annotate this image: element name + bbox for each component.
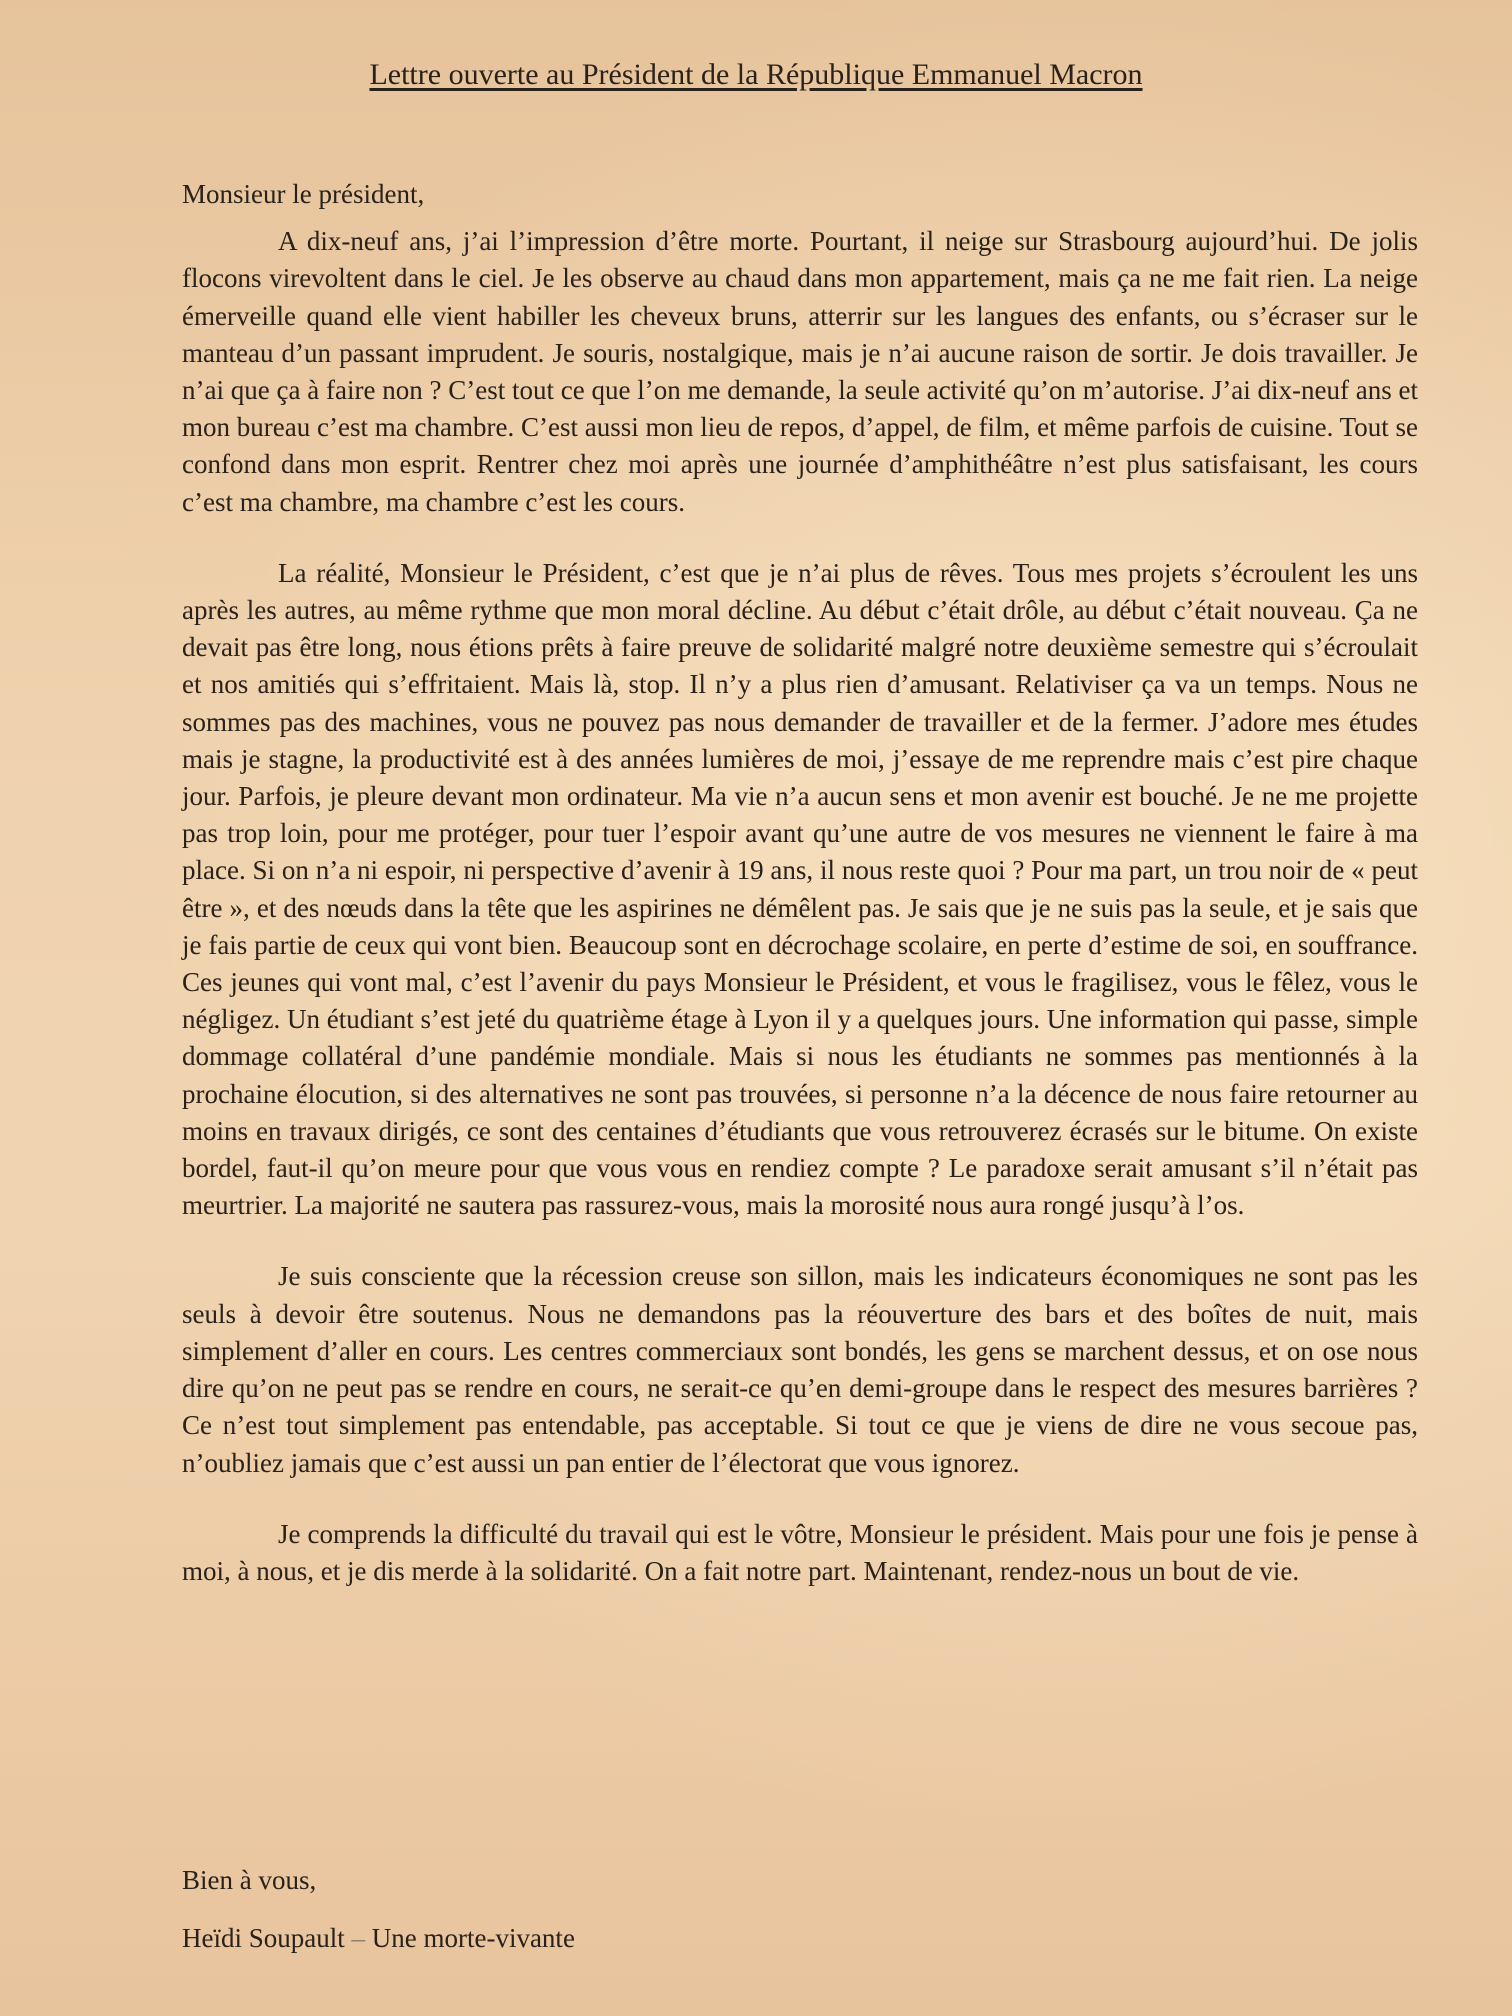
signature-dash: – xyxy=(351,1923,365,1953)
paragraph-4: Je comprends la difficulté du travail qui est le vôtre, Monsieur le président. Mais pour une fois je pense à moi, à nous, et je dis merde à la solidarité. On a fait notre part. Maintenant, rendez-nous un bout de vie. xyxy=(182,1518,1418,1586)
letter-body xyxy=(182,176,1418,1624)
paragraph-3: Je suis consciente que la récession creuse son sillon, mais les indicateurs économiques ne sont pas les seuls à devoir être soutenus. Nous ne demandons pas la réouverture des bars et des boîtes de nuit, mais simplement d’aller en cours. Les centres commerciaux sont bondés, les gens se marchent dessus, et on ose nous dire qu’on ne peut pas se rendre en cours, ne serait-ce qu’en demi-groupe dans le respect des mesures barrières ? Ce n’est tout simplement pas entendable, pas acceptable. Si tout ce que je viens de dire ne vous secoue pas, n’oubliez jamais que c’est aussi un pan entier de l’électorat que vous ignorez. xyxy=(182,1261,1418,1478)
signature-name: Heïdi Soupault xyxy=(182,1923,345,1953)
salutation: Monsieur le président, xyxy=(182,179,425,209)
signature-tagline: Une morte-vivante xyxy=(371,1923,575,1953)
signature xyxy=(182,1920,575,1957)
letter-title: Lettre ouverte au Président de la République Emmanuel Macron xyxy=(369,58,1143,91)
paragraph-1: A dix-neuf ans, j’ai l’impression d’être morte. Pourtant, il neige sur Strasbourg aujourd’hui. De jolis flocons virevoltent dans le ciel. Je les observe au chaud dans mon appartement, mais ça ne me fait rien. La neige émerveille quand elle vient habiller les cheveux bruns, atterrir sur les langues des enfants, ou s’écraser sur le manteau d’un passant imprudent. Je souris, nostalgique, mais je n’ai aucune raison de sortir. Je dois travailler. Je n’ai que ça à faire non ? C’est tout ce que l’on me demande, la seule activité qu’on m’autorise. J’ai dix-neuf ans et mon bureau c’est ma chambre. C’est aussi mon lieu de repos, d’appel, de film, et même parfois de cuisine. Tout se confond dans mon esprit. Rentrer chez moi après une journée d’amphithéâtre n’est plus satisfaisant, les cours c’est ma chambre, ma chambre c’est les cours. xyxy=(182,226,1418,517)
closing-line: Bien à vous, xyxy=(182,1865,317,1895)
paragraph-2: La réalité, Monsieur le Président, c’est que je n’ai plus de rêves. Tous mes projets s’écroulent les uns après les autres, au même rythme que mon moral décline. Au début c’était drôle, au début c’était nouveau. Ça ne devait pas être long, nous étions prêts à faire preuve de solidarité malgré notre deuxième semestre qui s’écroulait et nos amitiés qui s’effritaient. Mais là, stop. Il n’y a plus rien d’amusant. Relativiser ça va un temps. Nous ne sommes pas des machines, vous ne pouvez pas nous demander de travailler et de la fermer. J’adore mes études mais je stagne, la productivité est à des années lumières de moi, j’essaye de me reprendre mais c’est pire chaque jour. Parfois, je pleure devant mon ordinateur. Ma vie n’a aucun sens et mon avenir est bouché. Je ne me projette pas trop loin, pour me protéger, pour tuer l’espoir avant qu’une autre de vos mesures ne viennent le faire à ma place. Si on n’a ni espoir, ni perspective d’avenir à 19 ans, il nous reste quoi ? Pour ma part, un trou noir de « peut être », et des nœuds dans la tête que les aspirines ne démêlent pas. Je sais que je ne suis pas la seule, et je sais que je fais partie de ceux qui vont bien. Beaucoup sont en décrochage scolaire, en perte d’estime de soi, en souffrance. Ces jeunes qui vont mal, c’est l’avenir du pays Monsieur le Président, et vous le fragilisez, vous le fêlez, vous le négligez. Un étudiant s’est jeté du quatrième étage à Lyon il y a quelques jours. Une information qui passe, simple dommage collatéral d’une pandémie mondiale. Mais si nous les étudiants ne sommes pas mentionnés à la prochaine élocution, si des alternatives ne sont pas trouvées, si personne n’a la décence de nous faire retourner au moins en travaux dirigés, ce sont des centaines d’étudiants que vous retrouverez écrasés sur le bitume. On existe bordel, faut-il qu’on meure pour que vous vous en rendiez compte ? Le paradoxe serait amusant s’il n’était pas meurtrier. La majorité ne sautera pas rassurez-vous, mais la morosité nous aura rongé jusqu’à l’os. xyxy=(182,557,1418,1221)
